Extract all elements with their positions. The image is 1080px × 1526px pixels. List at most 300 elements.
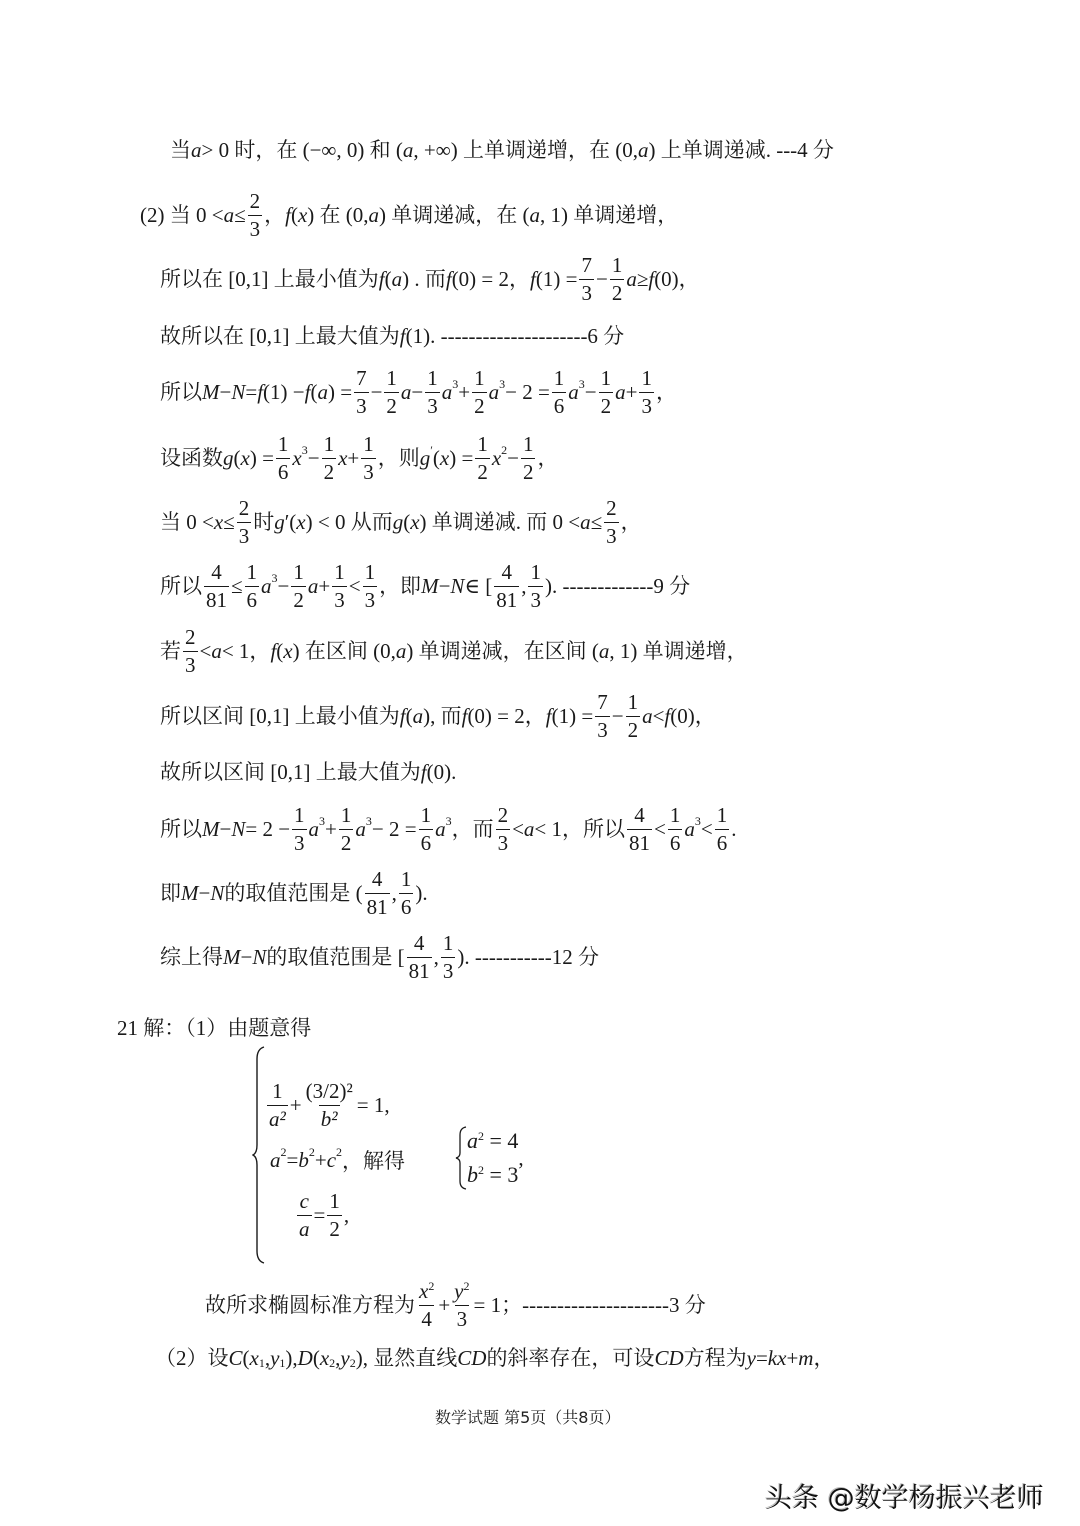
text: − 2 =: [505, 379, 550, 404]
denominator: 81: [496, 587, 518, 612]
math-var: f: [285, 202, 291, 227]
numerator: 7: [581, 252, 592, 277]
numerator: 1: [477, 431, 488, 456]
system-equation: [265, 1075, 390, 1135]
fraction: [472, 365, 487, 418]
math-var: x: [338, 445, 348, 470]
text: ,: [521, 573, 527, 598]
superscript: ′: [430, 443, 433, 457]
math-var: a: [368, 202, 380, 227]
text: ) 在区间 (0,: [292, 638, 396, 663]
text: ) < 0 从而: [305, 509, 393, 534]
text: (1) −: [263, 379, 305, 404]
text: <: [199, 638, 212, 663]
math-var: x: [249, 1345, 259, 1370]
text: (0).: [426, 759, 457, 784]
math-var: g: [223, 445, 234, 470]
denominator: 3: [364, 587, 376, 612]
math-var: c: [326, 1147, 337, 1172]
numerator: 1: [277, 431, 289, 456]
fraction: [552, 365, 567, 418]
fraction: [626, 689, 641, 742]
text: = 1,: [356, 1092, 390, 1117]
text: −: [219, 816, 232, 841]
numerator: 1: [669, 802, 681, 827]
text-line: [160, 252, 700, 305]
denominator: 3: [597, 717, 608, 742]
text: +: [438, 1292, 451, 1317]
denominator: 2: [522, 459, 534, 484]
math-var: a: [435, 816, 446, 841]
text: 所以: [160, 816, 202, 841]
numerator: 1: [611, 252, 623, 277]
math-var: C: [228, 1345, 243, 1370]
denominator: 6: [716, 830, 728, 855]
text-line: [160, 802, 737, 855]
text: = 2 −: [245, 816, 291, 841]
math-var: f: [420, 759, 427, 784]
denominator: 3: [185, 652, 196, 677]
math-var: x: [410, 509, 420, 534]
denominator: 3: [497, 830, 509, 855]
solution-system: [455, 1125, 524, 1191]
denominator: 3: [356, 393, 367, 418]
text: (: [312, 1345, 320, 1370]
fraction: [384, 365, 399, 418]
text: (0) = 2，: [467, 703, 546, 728]
text: 设函数: [160, 445, 223, 470]
math-var: a: [467, 1128, 478, 1153]
text-line: [160, 689, 716, 742]
text: <: [512, 816, 524, 841]
fraction: [610, 252, 625, 305]
fraction: [452, 1278, 471, 1331]
text: − 2 =: [371, 816, 417, 841]
text: (1) =: [551, 703, 594, 728]
numerator: 1: [627, 689, 639, 714]
text: 故所求椭圆标准方程为: [205, 1292, 415, 1317]
text: ≤: [234, 202, 246, 227]
text: ，解得: [342, 1149, 406, 1173]
fraction: [248, 188, 263, 241]
denominator: 2: [627, 717, 639, 742]
numerator: 4: [634, 802, 645, 827]
fraction: [599, 365, 614, 418]
math-var: f: [378, 266, 385, 291]
text: > 0 时，在 (−∞, 0) 和 (: [201, 137, 403, 162]
text: .: [731, 816, 737, 841]
fraction: [276, 431, 291, 484]
superscript: 3: [499, 377, 506, 391]
math-var: a: [223, 202, 235, 227]
math-var: y: [270, 1345, 280, 1370]
text: +: [625, 379, 638, 404]
math-var: a: [580, 509, 591, 534]
text: 当 0 <: [160, 509, 214, 534]
denominator: 3: [606, 523, 617, 548]
numerator: 4: [211, 559, 222, 584]
text: ,: [335, 1345, 341, 1370]
math-var: a: [615, 379, 626, 404]
denominator: 4: [421, 1306, 432, 1331]
text: −: [198, 880, 211, 905]
math-var: x: [439, 445, 450, 470]
denominator: 2: [474, 393, 485, 418]
math-var: a: [400, 379, 412, 404]
text: (: [403, 509, 411, 534]
numerator: 4: [413, 930, 425, 955]
text: = 4: [484, 1128, 519, 1153]
superscript: 3: [271, 571, 278, 585]
math-var: x: [297, 202, 308, 227]
math-var: a: [642, 703, 653, 728]
fraction: [297, 1188, 312, 1241]
superscript: 2: [478, 1129, 484, 1143]
text: −: [277, 573, 290, 598]
text-line: [160, 624, 748, 677]
text: 的斜率存在，可设: [486, 1345, 655, 1370]
text: (: [384, 266, 392, 291]
math-var: a: [391, 266, 403, 291]
text: −: [611, 703, 624, 728]
superscript: 2: [308, 1144, 315, 1159]
text: ，: [620, 509, 642, 534]
text: ≥: [636, 266, 649, 291]
fraction: [267, 1078, 288, 1131]
text: 若: [160, 638, 181, 663]
text: (: [310, 379, 318, 404]
math-var: a: [355, 816, 366, 841]
text: 故所以在 [0,1] 上最大值为: [160, 323, 400, 348]
denominator: 6: [400, 894, 412, 919]
left-brace-solution: [455, 1125, 467, 1191]
denominator: 3: [294, 830, 305, 855]
text: (0)，: [670, 703, 716, 728]
math-var: y: [340, 1345, 350, 1370]
denominator: 6: [277, 459, 289, 484]
numerator: 4: [371, 866, 383, 891]
fraction: [627, 802, 652, 855]
text: <: [652, 703, 665, 728]
text: ，而: [451, 816, 494, 841]
math-var: M: [202, 379, 220, 404]
numerator: 2: [185, 624, 196, 649]
numerator: 1: [329, 1188, 340, 1213]
superscript: 2: [463, 1278, 470, 1293]
denominator: 3: [249, 216, 261, 241]
math-var: CD: [654, 1345, 684, 1370]
subscript: 2: [329, 1356, 336, 1370]
denominator: 2: [340, 830, 352, 855]
text: (1) =: [535, 266, 578, 291]
denominator: 6: [553, 393, 565, 418]
denominator: 2: [600, 393, 612, 418]
text: +: [325, 816, 337, 841]
text: <: [700, 816, 713, 841]
text-line: [160, 312, 624, 360]
text: ). -----------12 分: [457, 944, 600, 969]
fraction: [417, 1278, 436, 1331]
fraction: [595, 689, 610, 742]
text: ,: [391, 880, 397, 905]
numerator: 1: [427, 365, 438, 390]
solution-line: [467, 1162, 518, 1188]
text: −: [595, 266, 608, 291]
text: , +∞) 上单调递增，在 (0,: [413, 137, 638, 162]
text: (0) = 2，: [451, 266, 531, 291]
subscript: 1: [279, 1356, 286, 1370]
denominator: 2: [293, 587, 304, 612]
text: ≤: [223, 509, 235, 534]
fraction: [339, 802, 354, 855]
numerator: 1: [323, 431, 335, 456]
math-var: a: [523, 816, 535, 841]
superscript: 3: [301, 443, 308, 457]
math-var: g: [392, 509, 404, 534]
superscript: 2: [336, 1144, 343, 1159]
superscript: 3: [452, 377, 459, 391]
text: 即: [160, 880, 181, 905]
numerator: 1: [420, 802, 432, 827]
text: −: [438, 573, 451, 598]
math-var: N: [252, 944, 267, 969]
math-var: N: [450, 573, 465, 598]
left-brace-system: [252, 1045, 266, 1265]
superscript: 3: [578, 377, 585, 391]
text: ) 单调递减，在区间 (: [406, 638, 599, 663]
superscript: 3: [445, 814, 452, 828]
text: =: [313, 1202, 326, 1227]
fraction: [496, 802, 511, 855]
math-var: M: [181, 880, 199, 905]
math-var: y: [746, 1345, 756, 1370]
math-var: a: [529, 202, 541, 227]
math-var: M: [223, 944, 241, 969]
text: (: [405, 703, 413, 728]
math-var: x: [240, 445, 250, 470]
text: < 1，所以: [534, 816, 626, 841]
subscript: 2: [349, 1356, 356, 1370]
text: −: [507, 445, 519, 470]
author-watermark: 头条 @数学杨振兴老师: [765, 1483, 1044, 1514]
numerator: 1: [400, 866, 412, 891]
denominator: 81: [629, 830, 651, 855]
math-var: g: [419, 445, 431, 470]
fraction: [363, 559, 378, 612]
math-var: a: [598, 638, 610, 663]
text: ) 单调递减，在 (: [379, 202, 530, 227]
text: 综上得: [160, 944, 223, 969]
text: ，: [813, 1345, 835, 1370]
numerator: 1: [641, 365, 652, 390]
text: ，: [655, 379, 677, 404]
text: (0)，: [654, 266, 700, 291]
text-line: [160, 866, 428, 919]
text: 的取值范围是 (: [224, 880, 363, 905]
text: −: [411, 379, 424, 404]
text: ≤: [231, 573, 243, 598]
denominator: 2: [611, 280, 623, 305]
text: +: [347, 445, 360, 470]
math-var: a: [626, 266, 637, 291]
denominator: 3: [334, 587, 345, 612]
denominator: 6: [420, 830, 432, 855]
fraction: [361, 431, 376, 484]
numerator: 2: [238, 495, 250, 520]
math-var: a: [307, 573, 319, 598]
text: +: [786, 1345, 799, 1370]
text-line: [160, 559, 691, 612]
numerator: 1: [363, 431, 374, 456]
math-var: a: [317, 379, 328, 404]
math-var: x: [283, 638, 293, 663]
text: 所以: [160, 379, 202, 404]
math-var: a: [261, 573, 272, 598]
math-var: a: [637, 137, 649, 162]
numerator: (3/2)²: [305, 1078, 353, 1103]
text: 21 解：（1）由题意得: [117, 1015, 312, 1040]
solution-lines: [467, 1128, 518, 1188]
text: +: [318, 573, 331, 598]
fraction: [639, 365, 654, 418]
solution-line: [467, 1128, 518, 1154]
text-line: [117, 1004, 311, 1052]
math-var: f: [399, 323, 406, 348]
denominator: b²: [320, 1106, 338, 1131]
text: , 1) 单调递增，: [609, 638, 748, 663]
text: ) 单调递减. 而 0 <: [419, 509, 581, 534]
math-var: f: [257, 379, 264, 404]
math-var: f: [648, 266, 655, 291]
math-var: f: [545, 703, 552, 728]
text-line: [160, 748, 456, 796]
math-var: x: [419, 1278, 429, 1303]
fraction: [332, 559, 347, 612]
math-var: m: [798, 1345, 814, 1370]
text: ).: [415, 880, 428, 905]
text: ,: [518, 1145, 524, 1170]
denominator: 3: [530, 587, 541, 612]
text: = 1；---------------------3 分: [473, 1292, 706, 1317]
fraction: [494, 559, 519, 612]
numerator: 2: [606, 495, 617, 520]
superscript: 2: [478, 1163, 484, 1177]
text: ) . 而: [402, 266, 446, 291]
text: (: [233, 445, 241, 470]
numerator: 1: [294, 802, 305, 827]
numerator: 1: [293, 559, 304, 584]
superscript: 2: [501, 443, 508, 457]
denominator: 81: [408, 958, 430, 983]
text: (2) 当 0 <: [140, 202, 224, 227]
denominator: 2: [323, 459, 335, 484]
numerator: 1: [522, 431, 534, 456]
fraction: [528, 559, 543, 612]
fraction: [183, 624, 198, 677]
text: ) =: [327, 379, 353, 404]
numerator: 1: [716, 802, 728, 827]
math-var: M: [421, 573, 439, 598]
text: = 3: [484, 1162, 519, 1187]
numerator: 7: [356, 365, 367, 390]
text: 所以在 [0,1] 上最小值为: [160, 266, 379, 291]
text: 故所以区间 [0,1] 上最大值为: [160, 759, 421, 784]
fraction: [327, 1188, 342, 1241]
text: (: [432, 445, 440, 470]
text: ，即: [379, 573, 422, 598]
denominator: 3: [641, 393, 652, 418]
math-var: a: [402, 137, 414, 162]
text: =: [245, 379, 258, 404]
subscript: 1: [258, 1356, 265, 1370]
math-var: D: [297, 1345, 313, 1370]
text: 时: [253, 509, 275, 534]
math-var: f: [445, 266, 452, 291]
superscript: 2: [428, 1278, 435, 1293]
denominator: 6: [246, 587, 258, 612]
fraction: [668, 802, 683, 855]
fraction: [237, 495, 252, 548]
fraction: [407, 930, 432, 983]
numerator: 7: [597, 689, 608, 714]
system-equation: [270, 1130, 405, 1190]
fraction: [521, 431, 536, 484]
text: ,: [433, 944, 439, 969]
fraction: [399, 866, 414, 919]
text: =: [755, 1345, 768, 1370]
math-var: a: [441, 379, 453, 404]
text-line: [160, 495, 642, 548]
text: ，则: [377, 445, 420, 470]
math-var: f: [399, 703, 406, 728]
denominator: 3: [456, 1306, 468, 1331]
text: 所以区间 [0,1] 上最小值为: [160, 703, 400, 728]
text: ) 在 (0,: [307, 202, 369, 227]
text: ,: [264, 1345, 271, 1370]
math-var: x: [491, 445, 502, 470]
text: ) 上单调递减. ---4 分: [648, 137, 834, 162]
text: −: [219, 379, 232, 404]
math-var: a: [412, 703, 424, 728]
denominator: 3: [238, 523, 250, 548]
superscript: 2: [280, 1144, 287, 1159]
math-var: b: [298, 1147, 309, 1172]
text: +: [458, 379, 471, 404]
text: (: [276, 638, 284, 663]
numerator: [417, 1278, 436, 1305]
fraction: [322, 431, 337, 484]
fraction: [579, 252, 594, 305]
text: ′(: [284, 509, 297, 534]
text: 的取值范围是 [: [266, 944, 405, 969]
text: ), 而: [423, 703, 462, 728]
text-line: [170, 126, 834, 174]
text: +: [314, 1147, 327, 1172]
fraction: [365, 866, 390, 919]
text: ,: [343, 1202, 350, 1227]
numerator: 1: [442, 930, 454, 955]
math-var: y: [454, 1278, 464, 1303]
math-var: f: [270, 638, 277, 663]
text: −: [240, 944, 253, 969]
fraction: [715, 802, 730, 855]
math-var: CD: [457, 1345, 487, 1370]
denominator: 3: [363, 459, 374, 484]
math-var: f: [304, 379, 311, 404]
numerator: 1: [600, 365, 612, 390]
denominator: a: [299, 1216, 310, 1241]
text: (: [242, 1345, 250, 1370]
